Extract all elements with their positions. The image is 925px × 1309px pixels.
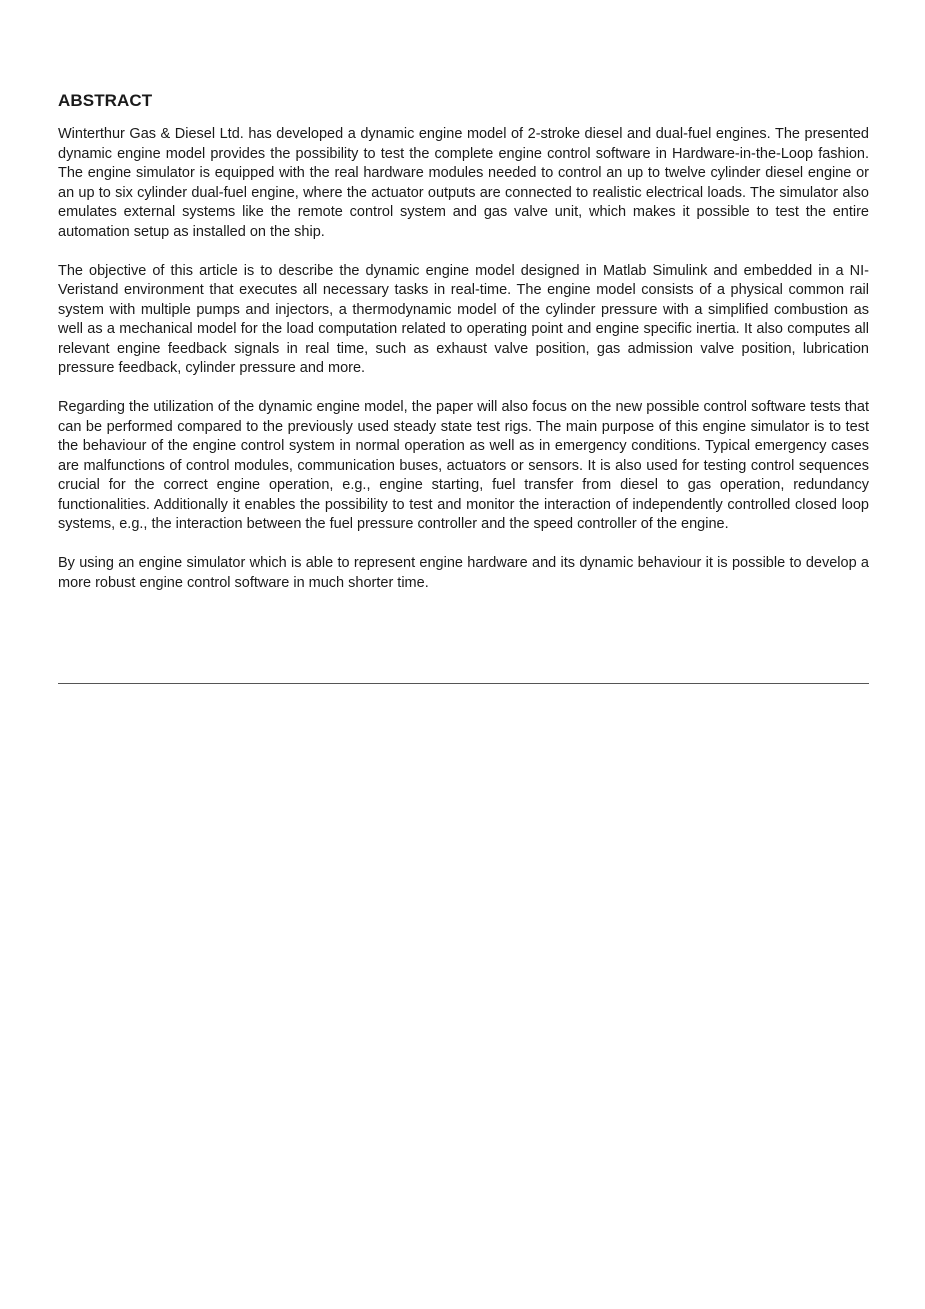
abstract-section [58, 90, 869, 613]
abstract-paragraph-1: Winterthur Gas & Diesel Ltd. has developed a dynamic engine model of 2-stroke diesel and dual-fuel engines. The presented dynamic engine model provides the possibility to test the complete engine control software in Hardware-in-the-Loop fashion. The engine simulator is equipped with the real hardware modules needed to control an up to twelve cylinder diesel engine or an up to six cylinder dual-fuel engine, where the actuator outputs are connected to realistic electrical loads. The simulator also emulates external systems like the remote control system and gas valve unit, which makes it possible to test the entire automation setup as installed on the ship. [58, 126, 869, 240]
abstract-paragraph-4: By using an engine simulator which is able to represent engine hardware and its dynamic behaviour it is possible to develop a more robust engine control software in much shorter time. [58, 555, 869, 591]
abstract-paragraph-3: Regarding the utilization of the dynamic engine model, the paper will also focus on the new possible control software tests that can be performed compared to the previously used steady state test rigs. The main purpose of this engine simulator is to test the behaviour of the engine control system in normal operation as well as in emergency conditions. Typical emergency cases are malfunctions of control modules, communication buses, actuators or sensors. It is also used for testing control sequences crucial for the correct engine operation, e.g., engine starting, fuel transfer from diesel to gas operation, redundancy functionalities. Additionally it enables the possibility to test and monitor the interaction of independently controlled closed loop systems, e.g., the interaction between the fuel pressure controller and the speed controller of the engine. [58, 399, 869, 532]
abstract-heading: ABSTRACT [58, 91, 153, 110]
abstract-paragraph-2: The objective of this article is to describe the dynamic engine model designed in Matlab Simulink and embedded in a NI-Veristand environment that executes all necessary tasks in real-time. The engine model consists of a physical common rail system with multiple pumps and injectors, a thermodynamic model of the cylinder pressure with a simplified combustion as well as a mechanical model for the load computation related to operating point and engine specific inertia. It also computes all relevant engine feedback signals in real time, such as exhaust valve position, gas admission valve position, lubrication pressure feedback, cylinder pressure and more. [58, 262, 869, 376]
section-divider [58, 683, 869, 684]
